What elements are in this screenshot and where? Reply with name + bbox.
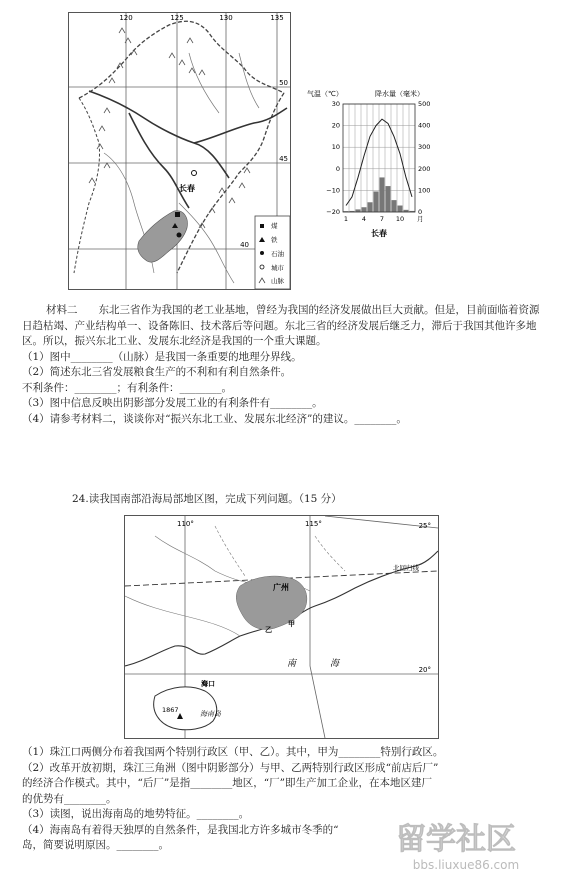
lat-label-25: 25° <box>418 522 431 530</box>
precip-tick-label: 500 <box>418 100 431 108</box>
precip-tick-label: 400 <box>418 121 431 130</box>
question-2-conditions: 不利条件：________；有利条件：________。 <box>22 381 232 394</box>
lat-label-40: 40 <box>240 241 249 249</box>
precip-bar <box>380 177 385 212</box>
legend-mountain: 山脉 <box>271 277 284 285</box>
precip-tick-label: 300 <box>418 143 431 152</box>
legend-oil: 石油 <box>271 250 284 258</box>
precip-tick-label: 200 <box>418 164 431 173</box>
q24-question-2c: 的优势有________。 <box>22 792 117 805</box>
lon-label-120: 120 <box>119 14 133 22</box>
island-label: 海南岛 <box>200 710 221 718</box>
coal-marker <box>175 212 180 217</box>
precip-bar <box>368 202 373 212</box>
precip-bar <box>386 186 391 212</box>
temp-tick-label: −20 <box>326 208 340 216</box>
south-china-coast-map <box>124 515 439 739</box>
city-changchun-marker <box>192 171 197 176</box>
temp-tick-label: 30 <box>331 100 340 108</box>
question-2: （2）简述东北三省发展粮食生产的不利和有利自然条件。 <box>22 366 292 378</box>
question-4: （4）请参考材料二，谈谈你对“振兴东北工业、发展东北经济”的建议。________。 <box>22 412 407 425</box>
material-two-section <box>22 303 542 427</box>
jia-label: 甲 <box>288 620 295 628</box>
lat-label-50: 50 <box>279 79 288 87</box>
sea-label-1: 南 <box>287 659 297 669</box>
material-two-paragraph: 材料二 东北三省作为我国的老工业基地，曾经为我国的经济发展做出巨大贡献。但是，目前面临着资源日趋枯竭、产业结构单一、设备陈旧、技术落后等问题。东北三省的经济发展后继乏力，滞后于我国其他许多地区。所以，振兴东北工业、发展东北经济是我国的一个重大课题。 <box>22 304 540 347</box>
northeast-china-map <box>68 12 291 290</box>
legend-city: 城市 <box>271 264 284 272</box>
lon-label-135: 135 <box>270 14 284 22</box>
watermark-logo <box>346 817 556 875</box>
month-tick-label: 7 <box>379 215 385 223</box>
q24-question-4b: 岛，简要说明原因。________。 <box>22 839 169 851</box>
legend-iron: 铁 <box>271 236 278 244</box>
precip-bar <box>392 200 397 212</box>
guangzhou-label: 广州 <box>273 583 289 592</box>
legend-coal: 煤 <box>271 222 278 230</box>
map1-legend <box>255 216 290 289</box>
month-tick-label: 1 <box>343 215 349 223</box>
q24-question-4a: （4）海南岛有着得天独厚的自然条件，是我国北方许多城市冬季的“ <box>22 823 339 836</box>
lat-label-45: 45 <box>279 155 288 163</box>
temp-tick-label: 0 <box>335 164 340 173</box>
question-1: （1）图中________（山脉）是我国一条重要的地理分界线。 <box>22 350 302 363</box>
lat-label-20: 20° <box>418 666 431 674</box>
yi-label: 乙 <box>265 626 272 634</box>
precip-tick-label: 0 <box>418 208 423 216</box>
lon-label-125: 125 <box>170 14 184 22</box>
question-24-title: 24.读我国南部沿海局部地区图，完成下列问题。（15 分） <box>72 493 342 505</box>
month-unit-label: 月 <box>417 215 424 223</box>
q24-question-2a: （2）改革开放初期，珠江三角洲（图中阴影部分）与甲、乙两特别行政区形成“前店后厂” <box>22 761 439 774</box>
precip-axis-title: 降水量（毫米） <box>375 90 424 98</box>
watermark-url: bbs.liuxue86.com <box>412 858 520 872</box>
q24-question-1: （1）珠江口两侧分布着我国两个特别行政区（甲、乙）。其中，甲为________特别行政区。 <box>22 746 444 758</box>
q24-question-2b: 的经济合作模式。其中，“后厂”是指________地区，“厂”即生产加工企业，在本地区建厂 <box>22 777 432 789</box>
temp-axis-title: 气温（℃） <box>307 90 343 98</box>
month-tick-label: 4 <box>361 215 367 223</box>
changchun-climate-chart <box>307 88 443 238</box>
q24-question-3: （3）读图，说出海南岛的地势特征。________。 <box>22 808 250 820</box>
month-tick-label: 10 <box>395 215 405 223</box>
lon-label-110: 110° <box>177 520 194 528</box>
map1-city-label: 长春 <box>179 184 195 193</box>
temp-tick-label: 20 <box>331 121 340 130</box>
question-3: （3）图中信息反映出阴影部分发展工业的有利条件有________。 <box>22 397 323 409</box>
lon-label-130: 130 <box>219 14 233 22</box>
oil-marker <box>177 233 182 238</box>
peak-label: 1867 <box>162 706 179 714</box>
tropic-label: 北回归线 <box>393 564 419 572</box>
precip-tick-label: 100 <box>418 186 431 195</box>
climate-city-label: 长春 <box>371 229 387 238</box>
temp-tick-label: 10 <box>331 143 340 152</box>
precip-bar <box>374 191 379 212</box>
sea-label-2: 海 <box>330 659 340 669</box>
watermark-brand: 留学社区 <box>396 822 516 857</box>
lon-label-115: 115° <box>305 520 322 528</box>
haikou-label: 海口 <box>201 680 215 688</box>
precip-bar <box>398 206 403 212</box>
temp-tick-label: −10 <box>326 186 340 195</box>
precip-bar <box>362 207 367 212</box>
